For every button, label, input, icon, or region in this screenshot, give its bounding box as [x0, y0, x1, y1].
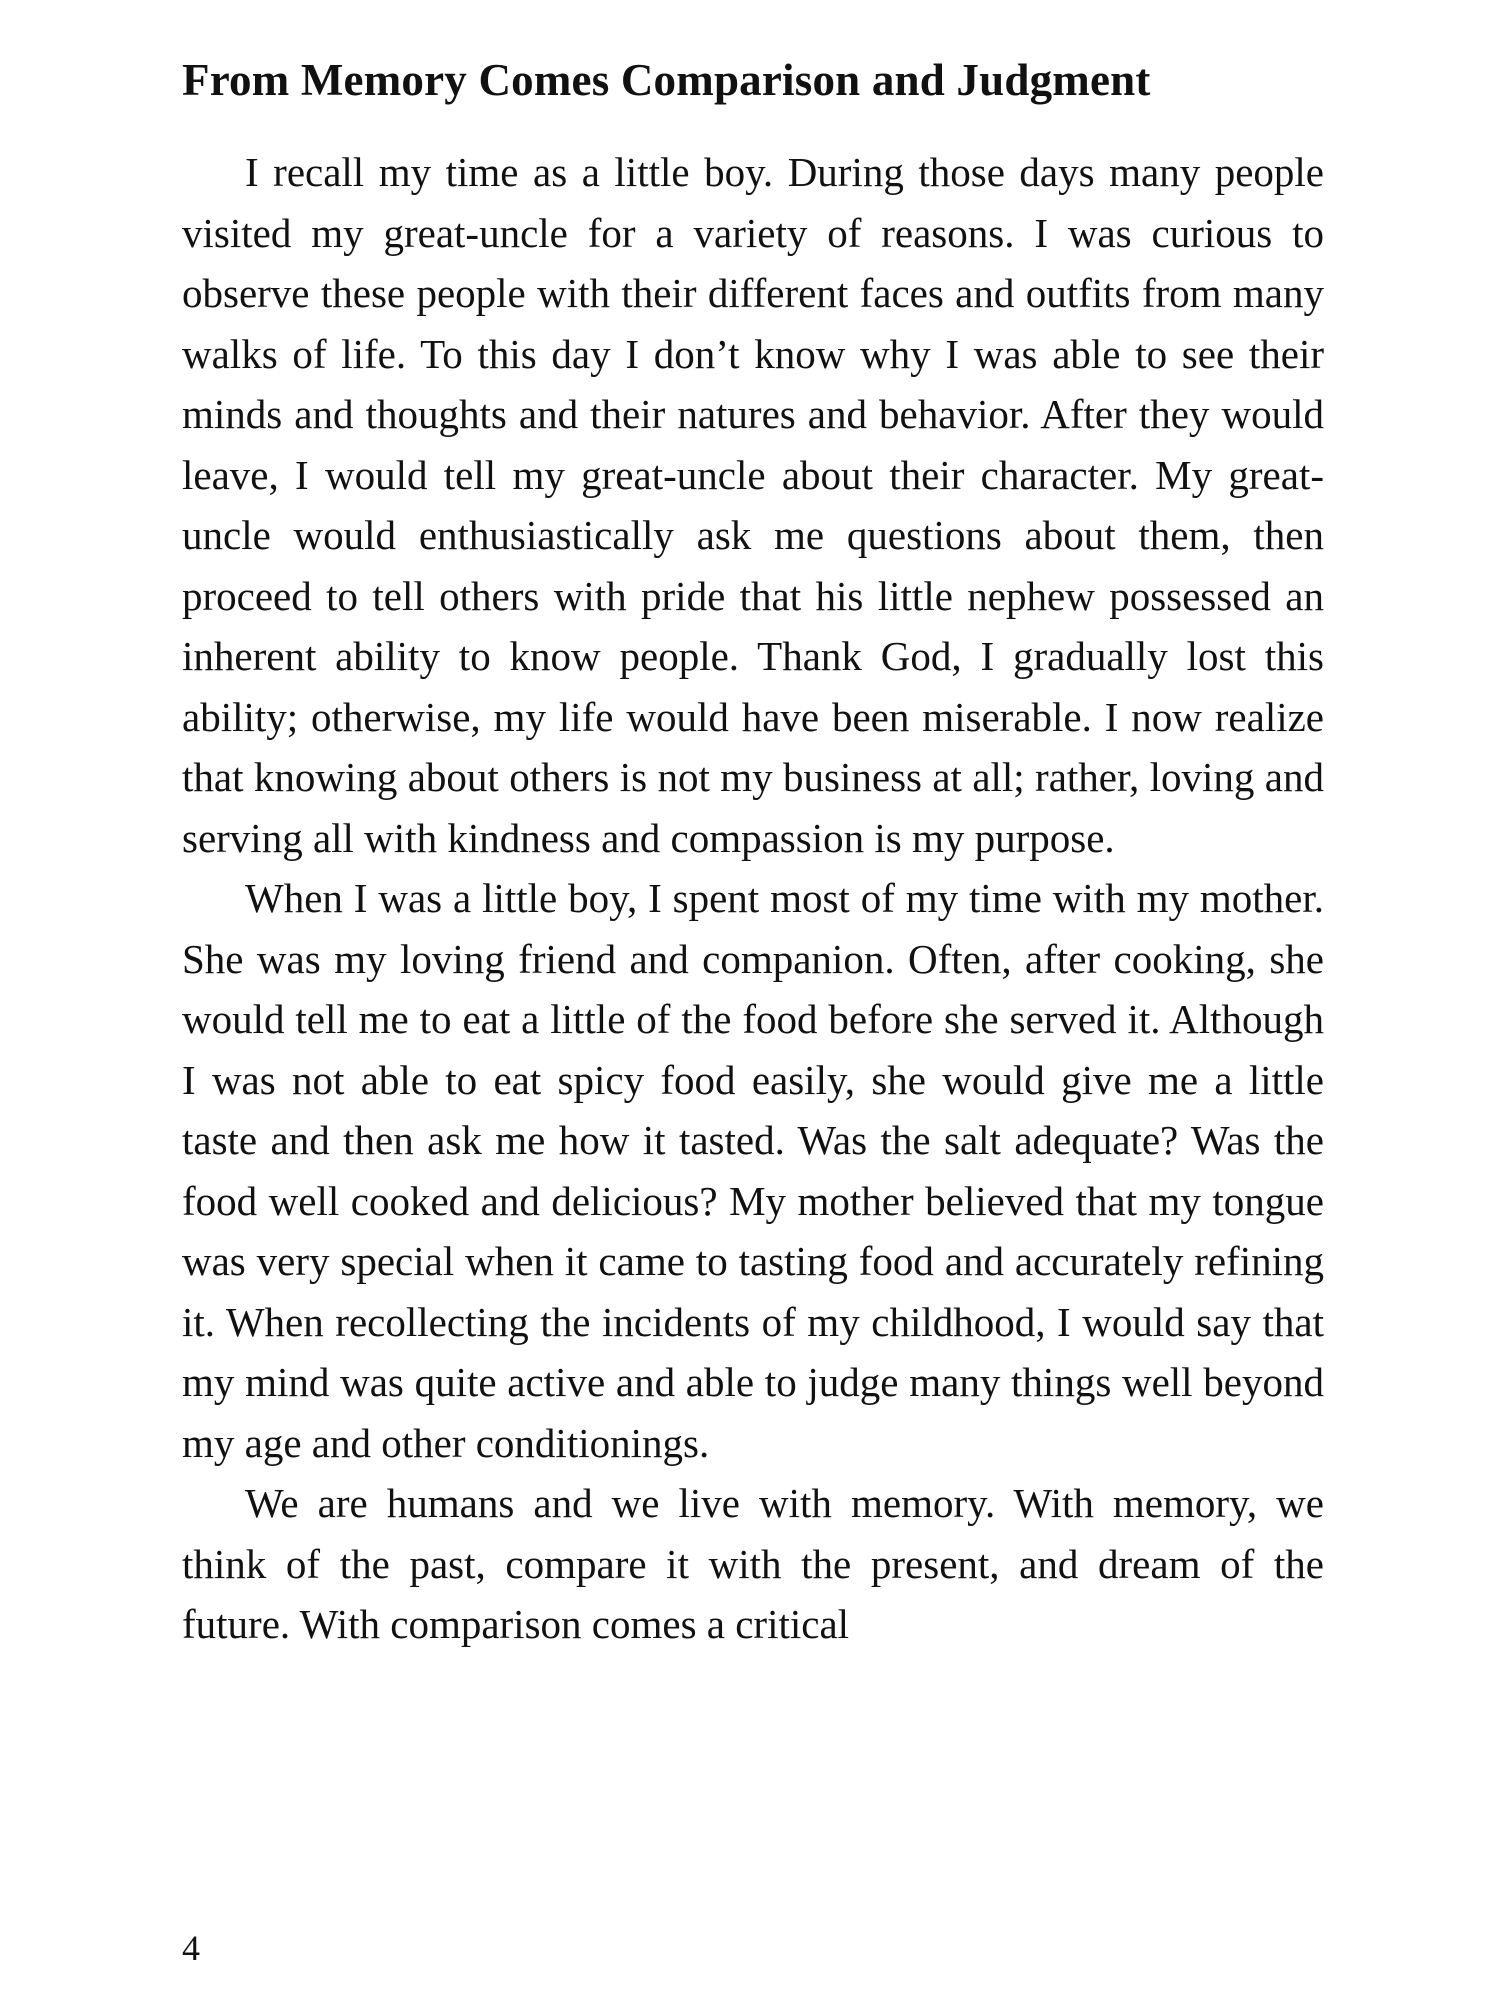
page-number: 4: [182, 1928, 200, 1968]
paragraph-great-uncle: I recall my time as a little boy. During those days many people visited my great-uncle for a variety of reasons. I was curious to observe these people with their different faces and outfits from many walks of life. To this day I don’t know why I was able to see their minds and thoughts and their natures and behavior. After they would leave, I would tell my great-uncle about their character. My great-uncle would enthusiastically ask me questions about them, then proceed to tell others with pride that his little nephew possessed an inherent ability to know people. Thank God, I gradually lost this ability; otherwise, my life would have been miserable. I now realize that knowing about others is not my business at all; rather, loving and serving all with kindness and compassion is my purpose.: [182, 149, 1324, 861]
chapter-title: From Memory Comes Comparison and Judgment: [182, 55, 1151, 105]
paragraph-mother: When I was a little boy, I spent most of my time with my mother. She was my loving friend and companion. Often, after cooking, she would tell me to eat a little of the food before she served it. Although I was not able to eat spicy food easily, she would give me a little taste and then ask me how it tasted. Was the salt adequate? Was the food well cooked and delicious? My mother believed that my tongue was very special when it came to tasting food and accurately refining it. When recollecting the incidents of my childhood, I would say that my mind was quite active and able to judge many things well beyond my age and other conditionings.: [182, 875, 1324, 1466]
paragraph-memory: We are humans and we live with memory. With memory, we think of the past, compare it with the present, and dream of the future. With comparison comes a critical: [182, 1480, 1324, 1647]
body-text: [182, 142, 1324, 1655]
